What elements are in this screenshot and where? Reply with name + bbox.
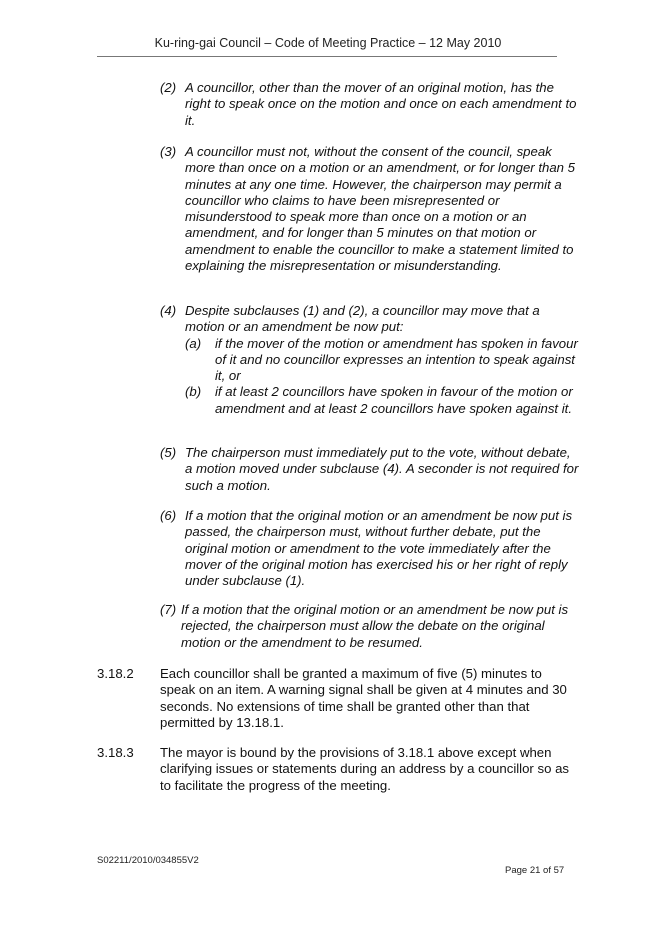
section-text: The mayor is bound by the provisions of 3.18.1 above except when clarifying issues or statements during an address by a councillor so as to facilitate the progress of the meeting. [160,745,570,793]
subclause-a [185,336,580,385]
page-header-title: Ku-ring-gai Council – Code of Meeting Practice – 12 May 2010 [154,36,502,50]
section-text: Each councillor shall be granted a maximum of five (5) minutes to speak on an item. A warning signal shall be given at 4 minutes and 30 seconds. No extensions of time shall be granted other than that permitted by 13.18.1. [160,666,567,730]
section-number: 3.18.2 [97,666,134,681]
clause-text: If a motion that the original motion or an amendment be now put is rejected, the chairperson must allow the debate on the original motion or the amendment to be resumed. [181,602,569,650]
clause-number: (5) [160,445,177,460]
clause-6 [160,508,580,589]
clause-text: A councillor must not, without the consent of the council, speak more than once on a motion or an amendment, or for longer than 5 minutes at any one time. However, the chairperson may permit a councillor who claims to have been misrepresented or misunderstood to speak more than once on a motion or an amendment, and for longer than 5 minutes on that motion or amendment to enable the councillor to make a statement limited to explaining the misrepresentation or misunderstanding. [185,144,575,274]
clause-3 [160,144,580,274]
subclause-number: (b) [185,384,202,400]
clause-number: (2) [160,80,177,95]
clause-2 [160,80,580,129]
section-number: 3.18.3 [97,745,134,760]
header-divider [97,56,557,57]
clause-4 [160,303,580,417]
subclause-b [185,384,580,417]
clause-text: If a motion that the original motion or an amendment be now put is passed, the chairperson must, without further debate, put the original motion or amendment to the vote immediately after the mover of the original motion has exercised his or her right of reply under subclause (1). [185,508,573,589]
clause-number: (3) [160,144,177,159]
clause-text: Despite subclauses (1) and (2), a councillor may move that a motion or an amendment be now put: [185,303,540,335]
subclause-text: if the mover of the motion or amendment has spoken in favour of it and no councillor expresses an intention to speak against it, or [215,335,578,384]
subclause-number: (a) [185,335,202,351]
document-reference: S02211/2010/034855V2 [97,855,199,866]
clause-5 [160,445,580,494]
page-number: Page 21 of 57 [505,865,565,876]
clause-number: (6) [160,508,177,523]
clause-text: A councillor, other than the mover of an original motion, has the right to speak once on the motion and once on each amendment to it. [185,80,577,128]
subclause-text: if at least 2 councillors have spoken in favour of the motion or amendment and at least 2 councillors have spoken against it. [215,384,573,416]
clause-7 [160,602,580,651]
clause-number: (7) [160,602,177,617]
clause-text: The chairperson must immediately put to the vote, without debate, a motion moved under subclause (4). A seconder is not required for such a motion. [185,445,579,493]
clause-number: (4) [160,303,177,318]
